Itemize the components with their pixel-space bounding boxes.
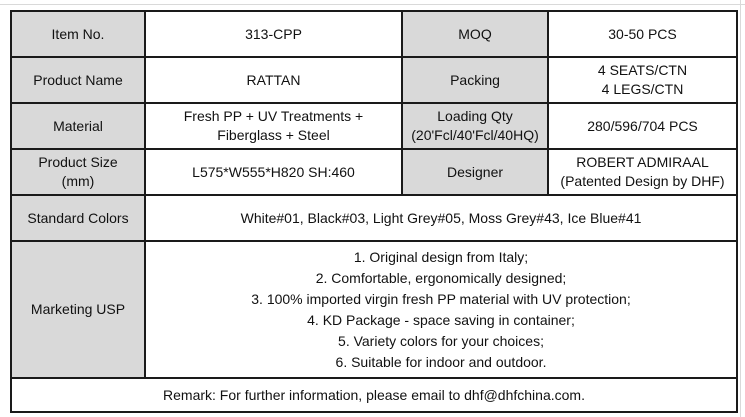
- material-line: Fiberglass + Steel: [217, 127, 330, 143]
- moq-label: MOQ: [402, 11, 548, 57]
- loading-qty-label-line: Loading Qty: [437, 108, 513, 124]
- marketing-usp-label: Marketing USP: [11, 241, 145, 378]
- product-spec-table: [10, 10, 738, 413]
- packing-line: 4 LEGS/CTN: [601, 81, 684, 97]
- usp-item: 6. Suitable for indoor and outdoor.: [335, 353, 547, 370]
- standard-colors-label: Standard Colors: [11, 195, 145, 241]
- designer-value: [548, 149, 737, 195]
- loading-qty-value: 280/596/704 PCS: [548, 103, 737, 149]
- product-name-label: Product Name: [11, 57, 145, 103]
- marketing-usp-value: [145, 241, 737, 378]
- item-no-label: Item No.: [11, 11, 145, 57]
- material-line: Fresh PP + UV Treatments +: [183, 108, 364, 124]
- usp-item: 1. Original design from Italy;: [353, 248, 529, 265]
- packing-line: 4 SEATS/CTN: [597, 62, 688, 78]
- loading-qty-label: [402, 103, 548, 149]
- row-item-no: [11, 11, 737, 57]
- standard-colors-value: White#01, Black#03, Light Grey#05, Moss Grey#43, Ice Blue#41: [145, 195, 737, 241]
- designer-label: Designer: [402, 149, 548, 195]
- loading-qty-label-line: (20'Fcl/40'Fcl/40HQ): [411, 127, 539, 143]
- usp-item: 5. Variety colors for your choices;: [338, 332, 544, 349]
- product-size-label-line: Product Size: [38, 154, 118, 170]
- product-size-value: L575*W555*H820 SH:460: [145, 149, 402, 195]
- product-size-label: [11, 149, 145, 195]
- product-name-value: RATTAN: [145, 57, 402, 103]
- usp-item: 3. 100% imported virgin fresh PP material with UV protection;: [251, 290, 631, 307]
- material-value: [145, 103, 402, 149]
- packing-label: Packing: [402, 57, 548, 103]
- row-remark: [11, 378, 737, 412]
- moq-value: 30-50 PCS: [548, 11, 737, 57]
- sheet-gridline-right: [740, 0, 741, 417]
- designer-line: (Patented Design by DHF): [560, 173, 725, 189]
- row-product-name: [11, 57, 737, 103]
- item-no-value: 313-CPP: [145, 11, 402, 57]
- remark-text: Remark: For further information, please email to dhf@dhfchina.com.: [11, 378, 737, 412]
- row-standard-colors: [11, 195, 737, 241]
- material-label: Material: [11, 103, 145, 149]
- product-size-label-line: (mm): [61, 173, 95, 189]
- row-marketing-usp: [11, 241, 737, 378]
- row-material: [11, 103, 737, 149]
- packing-value: [548, 57, 737, 103]
- row-product-size: [11, 149, 737, 195]
- usp-item: 4. KD Package - space saving in container;: [307, 311, 575, 328]
- sheet-gridline-top: [0, 4, 745, 5]
- usp-list: [150, 247, 732, 373]
- designer-line: ROBERT ADMIRAAL: [576, 154, 709, 170]
- usp-item: 2. Comfortable, ergonomically designed;: [315, 269, 567, 286]
